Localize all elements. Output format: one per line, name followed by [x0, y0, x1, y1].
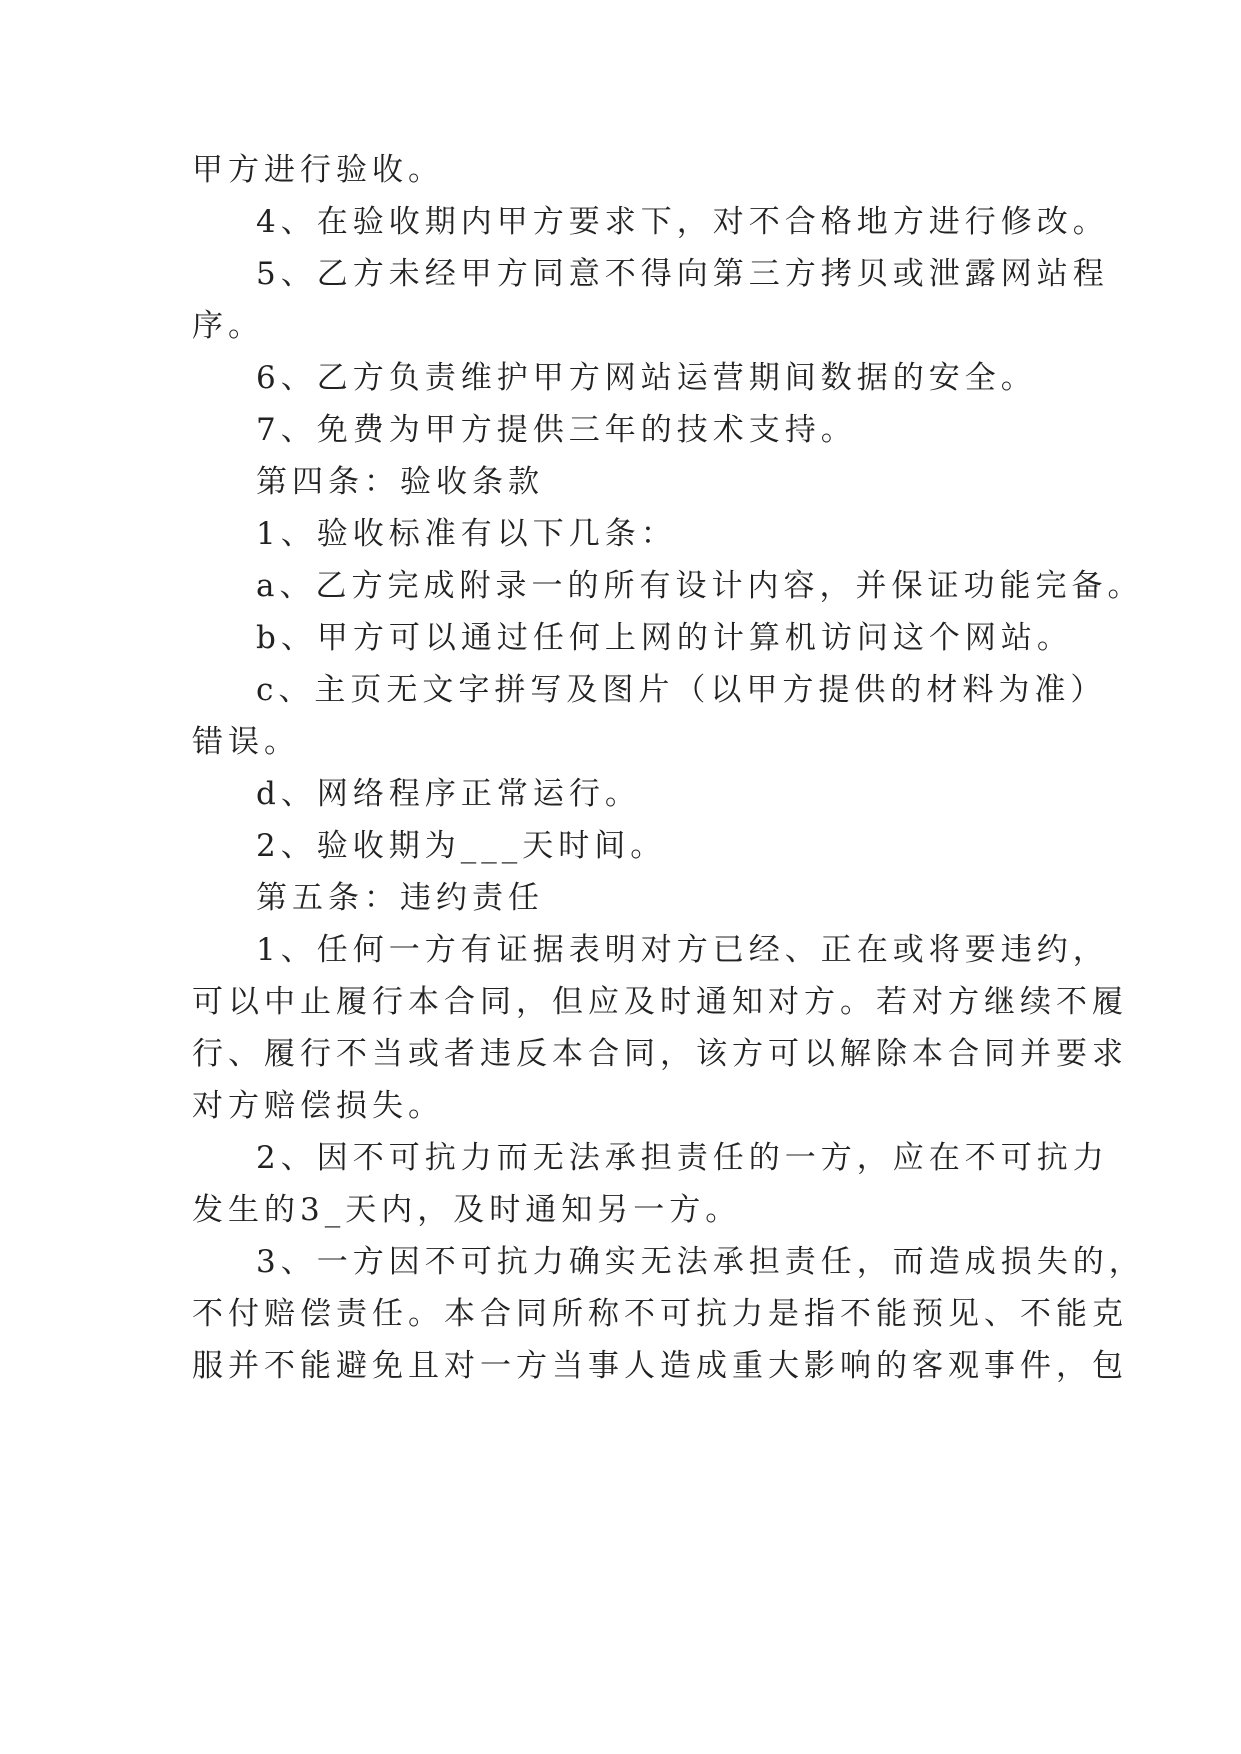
text-line: 1、任何一方有证据表明对方已经、正在或将要违约， — [256, 932, 1109, 968]
section-heading: 第五条：违约责任 — [256, 880, 544, 916]
text-line: 对方赔偿损失。 — [192, 1088, 444, 1124]
text-line: c、主页无文字拼写及图片（以甲方提供的材料为准） — [256, 672, 1107, 708]
text-line: 3、一方因不可抗力确实无法承担责任，而造成损失的， — [256, 1244, 1145, 1280]
text-line: 5、乙方未经甲方同意不得向第三方拷贝或泄露网站程 — [256, 256, 1109, 292]
text-line: 1、验收标准有以下几条： — [256, 516, 677, 552]
text-line: a、乙方完成附录一的所有设计内容，并保证功能完备。 — [256, 568, 1144, 604]
text-line: 不付赔偿责任。本合同所称不可抗力是指不能预见、不能克 — [192, 1296, 1128, 1332]
text-line: 行、履行不当或者违反本合同，该方可以解除本合同并要求 — [192, 1036, 1128, 1072]
text-line: 服并不能避免且对一方当事人造成重大影响的客观事件，包 — [192, 1348, 1128, 1384]
text-line: 2、验收期为___天时间。 — [256, 828, 667, 864]
text-line: 2、因不可抗力而无法承担责任的一方，应在不可抗力 — [256, 1140, 1109, 1176]
text-line: 序。 — [192, 308, 264, 344]
text-line: 7、免费为甲方提供三年的技术支持。 — [256, 412, 857, 448]
text-line: 错误。 — [192, 724, 300, 760]
text-line: 甲方进行验收。 — [192, 152, 444, 188]
text-line: d、网络程序正常运行。 — [256, 776, 641, 812]
section-heading: 第四条：验收条款 — [256, 464, 544, 500]
text-line: 可以中止履行本合同，但应及时通知对方。若对方继续不履 — [192, 984, 1128, 1020]
text-line: 4、在验收期内甲方要求下，对不合格地方进行修改。 — [256, 204, 1109, 240]
text-line: 6、乙方负责维护甲方网站运营期间数据的安全。 — [256, 360, 1037, 396]
text-line: b、甲方可以通过任何上网的计算机访问这个网站。 — [256, 620, 1073, 656]
text-line: 发生的3_天内，及时通知另一方。 — [192, 1192, 742, 1228]
